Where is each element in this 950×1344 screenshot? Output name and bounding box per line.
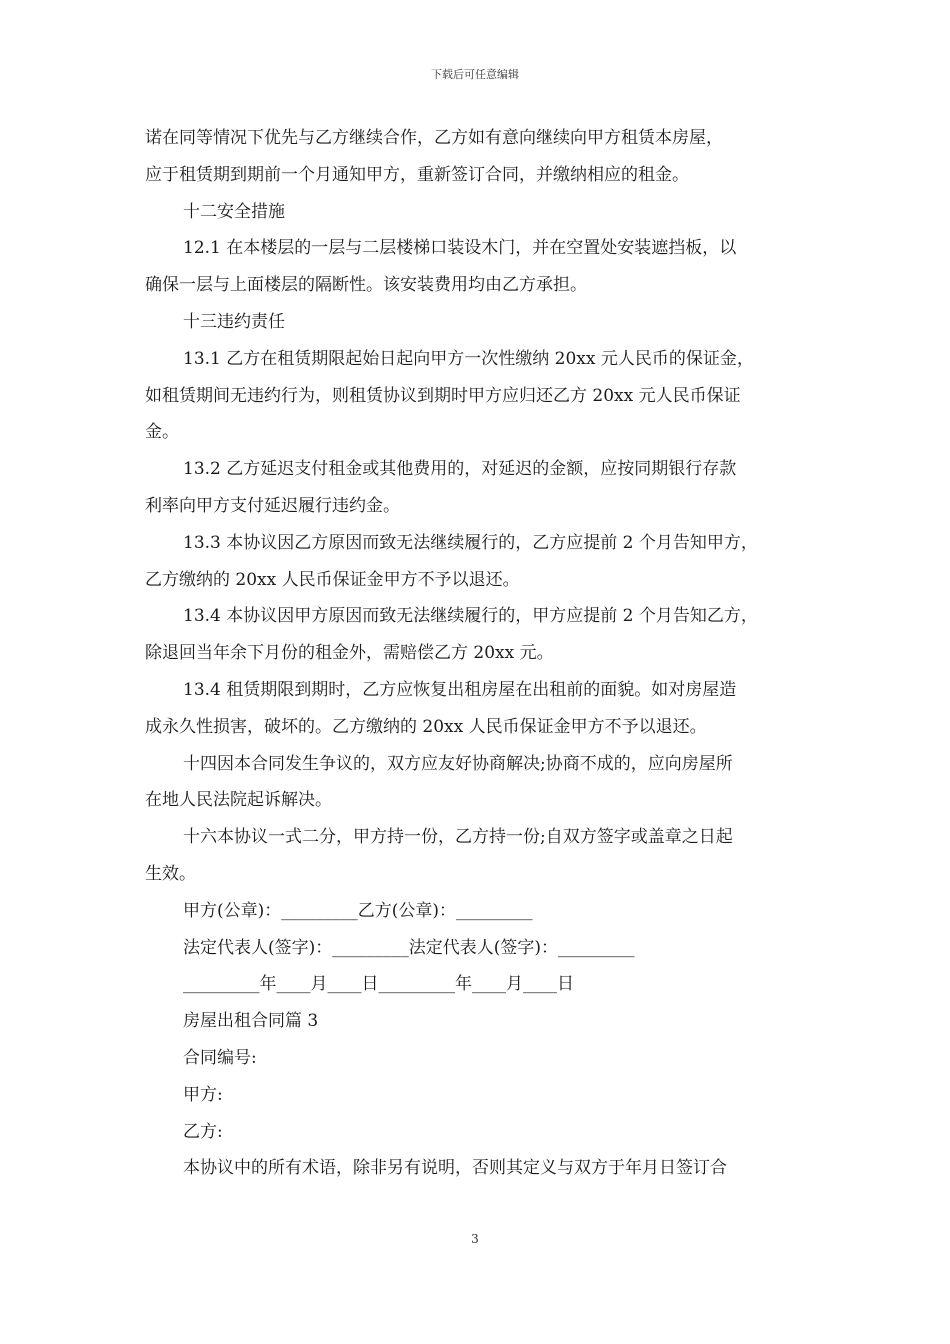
text-line: 成永久性损害，破坏的。乙方缴纳的 20xx 人民币保证金甲方不予以退还。 <box>145 716 707 737</box>
text-line: 13.4 本协议因甲方原因而致无法继续履行的，甲方应提前 2 个月告知乙方， <box>183 606 758 627</box>
section-heading: 十三违约责任 <box>183 311 285 332</box>
text-line: 确保一层与上面楼层的隔断性。该安装费用均由乙方承担。 <box>145 275 587 296</box>
section-heading: 十二安全措施 <box>183 201 285 222</box>
text-line: 13.4 租赁期限到期时，乙方应恢复出租房屋在出租前的面貌。如对房屋造 <box>183 679 737 700</box>
text-line: 十四因本合同发生争议的，双方应友好协商解决;协商不成的，应向房屋所 <box>183 753 733 774</box>
text-line: 如租赁期间无违约行为，则租赁协议到期时甲方应归还乙方 20xx 元人民币保证 <box>145 385 741 406</box>
page-header: 下载后可任意编辑 <box>431 68 519 81</box>
text-line: 13.3 本协议因乙方原因而致无法继续履行的，乙方应提前 2 个月告知甲方， <box>183 532 758 553</box>
text-line: 除退回当年余下月份的租金外，需赔偿乙方 20xx 元。 <box>145 643 554 664</box>
text-line: 本协议中的所有术语，除非另有说明，否则其定义与双方于年月日签订合 <box>183 1158 727 1179</box>
text-line: 十六本协议一式二分，甲方持一份，乙方持一份;自双方签字或盖章之日起 <box>183 827 733 848</box>
text-line: 在地人民法院起诉解决。 <box>145 790 332 811</box>
signature-line: 法定代表人(签字)：_________法定代表人(签字)：_________ <box>183 937 635 958</box>
text-line: 诺在同等情况下优先与乙方继续合作，乙方如有意向继续向甲方租赁本房屋， <box>145 128 723 148</box>
text-line: 13.2 乙方延迟支付租金或其他费用的，对延迟的金额，应按同期银行存款 <box>183 459 737 480</box>
text-line: 乙方缴纳的 20xx 人民币保证金甲方不予以退还。 <box>145 569 520 590</box>
signature-line: 甲方(公章)：_________乙方(公章)：_________ <box>183 900 533 921</box>
contract-number-label: 合同编号: <box>183 1047 257 1068</box>
document-body <box>145 120 815 1187</box>
text-line: 金。 <box>145 422 179 443</box>
contract-title: 房屋出租合同篇 3 <box>183 1011 319 1032</box>
text-line: 应于租赁期到期前一个月通知甲方，重新签订合同，并缴纳相应的租金。 <box>145 164 689 185</box>
text-line: 生效。 <box>145 863 196 884</box>
party-a-label: 甲方: <box>183 1084 223 1105</box>
text-line: 利率向甲方支付延迟履行违约金。 <box>145 495 400 516</box>
date-line: _________年____月____日_________年____月____日 <box>183 974 574 995</box>
party-b-label: 乙方: <box>183 1121 223 1142</box>
text-line: 12.1 在本楼层的一层与二层楼梯口装设木门，并在空置处安装遮挡板，以 <box>183 238 737 259</box>
page-number: 3 <box>471 1232 479 1246</box>
text-line: 13.1 乙方在租赁期限起始日起向甲方一次性缴纳 20xx 元人民币的保证金， <box>183 348 754 369</box>
